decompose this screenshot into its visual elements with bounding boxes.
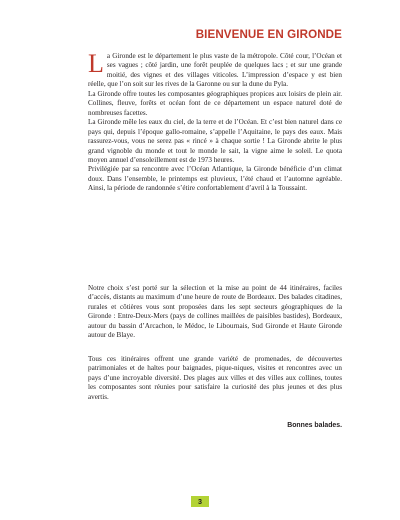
page-title: BIENVENUE EN GIRONDE [195, 28, 342, 41]
intro-section [88, 49, 342, 194]
intro-paragraph-2: La Gironde offre toutes les composantes géographiques propices aux loisirs de plein air. Collines, fleuve, forêts et océan font de ce département un espace naturel doté de nombreuses facettes. [88, 89, 342, 117]
closing-section [88, 355, 342, 402]
intro-paragraph-1 [88, 49, 342, 90]
signoff: Bonnes balades. [287, 422, 342, 429]
selection-section [88, 284, 342, 341]
intro-paragraph-1-text: a Gironde est le département le plus vaste de la métropole. Côté cour, l’Océan et ses vagues ; côté jardin, une forêt peuplée de quelques lacs ; et sur une grande moitié, des vignes et des villages viticoles. L’impression d’espace y est bien réelle, que l’on soit sur les rives de la Garonne ou sur la dune du Pyla. [88, 52, 342, 89]
selection-paragraph: Notre choix s’est porté sur la sélection et la mise au point de 44 itinéraires, faciles d’accès, distants au maximum d’une heure de route de Bordeaux. Des balades citadines, rurales et côtières vous sont proposées dans les sept secteurs géographiques de la Gironde : Entre-Deux-Mers (pays de collines maillées de paisibles bastides), Bordeaux, autour du bassin d’Arcachon, le Médoc, le Libournais, Sud Gironde et Haute Gironde autour de Blaye. [88, 284, 342, 340]
closing-paragraph: Tous ces itinéraires offrent une grande variété de promenades, de découvertes patrimoniales et de haltes pour baignades, pique-niques, visites et rencontres avec un pays d’une incroyable diversité. Des plages aux villes et des villes aux collines, toutes les composantes sont réunies pour satisfaire la curiosité des plus jeunes et des plus avertis. [88, 355, 342, 401]
intro-paragraph-3: La Gironde mêle les eaux du ciel, de la terre et de l’Océan. Et c’est bien naturel dans ce pays qui, depuis l’époque gallo-romaine, s’appelle l’Aquitaine, le pays des eaux. Mais rassurez-vous, vous ne serez pas « rincé » à chaque sortie ! La Gironde abrite le plus grand vignoble du monde et tout le monde le sait, la vigne aime le soleil. Le quota moyen annuel d’ensoleillement est de 1973 heures. [88, 118, 342, 164]
drop-cap: L [88, 49, 104, 78]
page-number-badge: 3 [191, 496, 209, 507]
intro-paragraph-4: Privilégiée par sa rencontre avec l’Océan Atlantique, la Gironde bénéficie d’un climat doux. Dans l’ensemble, le printemps est pluvieux, l’été chaud et l’automne agréable. Ainsi, la période de randonnée s’étire confortablement d’avril à la Toussaint. [88, 165, 342, 193]
